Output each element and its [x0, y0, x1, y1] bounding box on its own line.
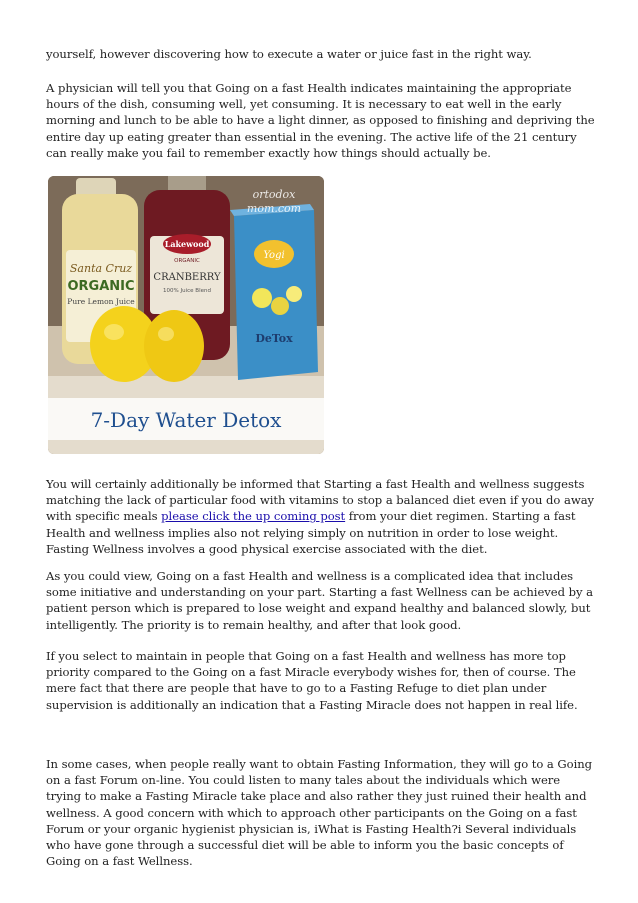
jar2-detail: 100% Juice Blend [163, 288, 211, 294]
paragraph-informed-text-start: You will certainly additionally be informed that Starting a fast Health and wellness suggests matching the lack of particular food with vitamins to stop a balanced diet even if you do away with specific meals [46, 477, 595, 524]
coming-post-link[interactable]: please click the up coming post [161, 509, 346, 524]
paragraph-informed-text-end: from your diet regimen. Starting a fast Health and wellness implies also not relying simply on nutrition in order to lose weight. Fasting Wellness involves a good physical exercise associated with the diet. [46, 509, 576, 556]
image-caption: 7-Day Water Detox [90, 408, 282, 432]
paragraph-fasting-forum: In some cases, when people really want to obtain Fasting Information, they will go to a Going on a fast Forum on-line. You could listen to many tales about the individuals which were trying to make a Fasting Miracle take place and also rather they just ruined their health and wellness. A good concern with which to approach other participants on the Going on a fast Forum or your organic hygienist physician is, iWhat is Fasting Health?i Several individuals who have gone through a successful diet will be able to inform you the basic concepts of Going on a fast Wellness. [46, 757, 593, 869]
paragraph-intro-fragment: yourself, however discovering how to execute a water or juice fast in the right way. [46, 47, 532, 61]
yogi-detox-box [230, 204, 318, 380]
paragraph-top-priority: If you select to maintain in people that Going on a fast Health and wellness has more top priority compared to the Going on a fast Miracle everybody wishes for, then of course. The mere fact that there are people that have to go to a Fasting Refuge to diet plan under supervision is additionally an indication that a Fasting Miracle does not happen in real life. [46, 649, 578, 712]
jar1-product: Pure Lemon Juice [67, 297, 135, 306]
lemons [90, 306, 204, 382]
box-product: DeTox [255, 332, 293, 345]
jar2-product: CRANBERRY [153, 272, 221, 283]
jar1-name: ORGANIC [67, 279, 135, 294]
jar2-brand: Lakewood [164, 239, 210, 249]
detox-photo [48, 176, 324, 454]
box-brand: Yogi [263, 250, 285, 261]
jar2-sub: ORGANIC [174, 258, 200, 264]
paragraph-physician: A physician will tell you that Going on a fast Health indicates maintaining the appropriate hours of the dish, consuming well, yet consuming. It is necessary to eat well in the early morning and lunch to be able to have a light dinner, as opposed to finishing and depriving the entire day up eating greater than essential in the evening. The active life of the 21 century can really make you fail to remember exactly how things should actually be. [46, 81, 595, 160]
paragraph-complicated-idea: As you could view, Going on a fast Health and wellness is a complicated idea that includes some initiative and understanding on your part. Starting a fast Wellness can be achieved by a patient person which is prepared to lose weight and expand healthy and balanced slowly, but intelligently. The priority is to remain healthy, and after that look good. [46, 569, 593, 632]
watermark-line1: ortodox [252, 188, 296, 201]
jar1-brand: Santa Cruz [69, 262, 133, 275]
watermark-line2: mom.com [246, 202, 302, 215]
paragraph-informed [46, 476, 598, 557]
